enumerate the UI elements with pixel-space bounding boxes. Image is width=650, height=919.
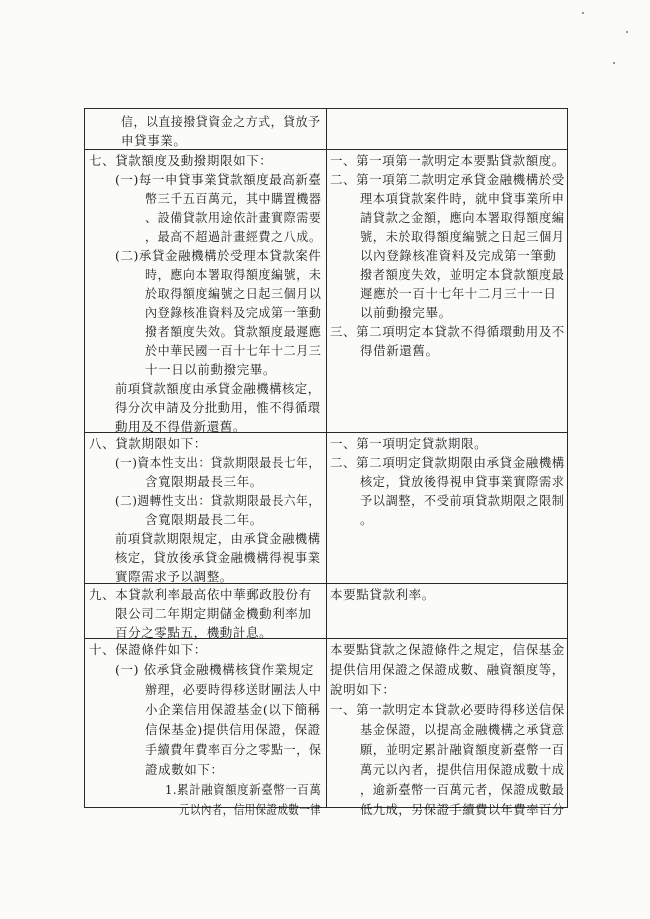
explanation-line: 。 bbox=[360, 512, 374, 527]
provision-line: 1.累計融資額度新臺幣一百萬 bbox=[165, 782, 322, 797]
explanation-line: ，逾新臺幣一百萬元者，保證成數最 bbox=[360, 782, 565, 797]
scan-speck bbox=[626, 31, 628, 33]
provision-line: ，最高不超過計畫經費之八成。 bbox=[145, 229, 322, 244]
provision-line: 含寬限期最長三年。 bbox=[145, 474, 263, 489]
provision-line: (二)週轉性支出：貸款期限最長六年， bbox=[115, 493, 321, 508]
scan-speck bbox=[582, 12, 584, 14]
provision-line: 十一日以前動撥完畢。 bbox=[145, 362, 277, 377]
provision-line: 內登錄核准資料及完成第一筆動 bbox=[145, 305, 322, 320]
provision-line: 信，以直接撥貸資金之方式，貸放予 bbox=[121, 114, 321, 129]
provision-line: 限公司二年期定期儲金機動利率加 bbox=[115, 606, 312, 621]
provision-line: 實際需求予以調整。 bbox=[115, 569, 233, 584]
scan-speck bbox=[613, 62, 615, 64]
comparison-table bbox=[84, 108, 568, 817]
explanation-line: 以內登錄核准資料及完成第一筆動 bbox=[360, 248, 557, 263]
explanation-line: 以前動撥完畢。 bbox=[360, 305, 452, 320]
provision-line: 信保基金)提供信用保證，保證 bbox=[145, 722, 321, 737]
provision-line: 九、本貸款利率最高依中華郵政股份有 bbox=[89, 587, 312, 602]
provision-line: 辦理，必要時得移送財團法人中 bbox=[145, 682, 322, 697]
provision-line: 於中華民國一百十七年十二月三 bbox=[145, 343, 322, 358]
provision-line: 前項貸款期限規定，由承貸金融機構 bbox=[115, 531, 321, 546]
explanation-line: 本要點貸款之保證條件之規定，信保基金 bbox=[330, 642, 565, 657]
provision-line: 手續費年費率百分之零點一，保 bbox=[145, 742, 322, 757]
provision-line: 時，應向本署取得額度編號，未 bbox=[145, 267, 322, 282]
explanation-line: 二、第二項明定貸款期限由承貸金融機構 bbox=[330, 455, 565, 470]
explanation-line: 低九成，另保證手續費以年費率百分 bbox=[360, 802, 565, 817]
explanation-line: 三、第二項明定本貸款不得循環動用及不 bbox=[330, 324, 565, 339]
provision-line: 得分次申請及分批動用，惟不得循環 bbox=[115, 400, 321, 415]
explanation-line: 號，未於取得額度編號之日起三個月 bbox=[360, 229, 565, 244]
provision-line: (一) 依承貸金融機構核貸作業規定 bbox=[115, 662, 314, 677]
provision-line: 八、貸款期限如下： bbox=[89, 436, 207, 451]
provision-line: (二)承貸金融機構於受理本貸款案件 bbox=[115, 248, 322, 263]
provision-line: 十、保證條件如下： bbox=[89, 642, 207, 657]
explanation-line: 願，並明定累計融資額度新臺幣一百 bbox=[360, 742, 565, 757]
provision-line: 於取得額度編號之日起三個月以 bbox=[145, 286, 322, 301]
explanation-line: 得借新還舊。 bbox=[360, 343, 439, 358]
provision-line: 證成數如下： bbox=[145, 762, 224, 777]
explanation-line: 撥者額度失效，並明定本貸款額度最 bbox=[360, 267, 565, 282]
explanation-line: 本要點貸款利率。 bbox=[330, 587, 435, 602]
provision-line: 七、貸款額度及動撥期限如下： bbox=[89, 153, 273, 168]
provision-line: 撥者額度失效。貸款額度最遲應 bbox=[145, 324, 322, 339]
explanation-line: 一、第一款明定本貸款必要時得移送信保 bbox=[330, 702, 565, 717]
explanation-line: 理本項貸款案件時，就申貸事業所申 bbox=[360, 191, 565, 206]
explanation-line: 說明如下： bbox=[330, 682, 396, 697]
provision-line: 動用及不得借新還舊。 bbox=[115, 419, 247, 434]
provision-line: 百分之零點五，機動計息。 bbox=[115, 625, 273, 640]
explanation-line: 二、第一項第二款明定承貸金融機構於受 bbox=[330, 172, 565, 187]
column-divider bbox=[326, 109, 327, 807]
provision-line: 含寬限期最長二年。 bbox=[145, 512, 263, 527]
explanation-line: 提供信用保證之保證成數、融資額度等， bbox=[330, 662, 565, 677]
explanation-line: 萬元以內者，提供信用保證成數十成 bbox=[360, 762, 565, 777]
provision-line: 小企業信用保證基金(以下簡稱 bbox=[145, 702, 321, 717]
provision-line: 元以內者，信用保證成數一律 bbox=[179, 802, 322, 817]
provision-line: 前項貸款額度由承貸金融機構核定， bbox=[115, 381, 321, 396]
provision-line: (一)每一申貸事業貸款額度最高新臺 bbox=[115, 172, 322, 187]
provision-line: 申貸事業。 bbox=[121, 133, 187, 148]
explanation-line: 請貸款之金額，應向本署取得額度編 bbox=[360, 210, 565, 225]
provision-line: (一)資本性支出：貸款期限最長七年， bbox=[115, 455, 321, 470]
explanation-line: 一、第一項明定貸款期限。 bbox=[330, 436, 488, 451]
provision-line: 核定，貸放後承貸金融機構得視事業 bbox=[115, 550, 321, 565]
explanation-line: 予以調整，不受前項貸款期限之限制 bbox=[360, 493, 565, 508]
explanation-line: 一、第一項第一款明定本要點貸款額度。 bbox=[330, 153, 565, 168]
explanation-line: 基金保證，以提高金融機構之承貸意 bbox=[360, 722, 565, 737]
explanation-line: 核定，貸放後得視申貸事業實際需求 bbox=[360, 474, 565, 489]
provision-line: 、設備貸款用途依計畫實際需要 bbox=[145, 210, 322, 225]
explanation-line: 遲應於一百十七年十二月三十一日 bbox=[360, 286, 557, 301]
row-divider bbox=[85, 149, 567, 150]
provision-line: 幣三千五百萬元，其中購置機器 bbox=[145, 191, 322, 206]
